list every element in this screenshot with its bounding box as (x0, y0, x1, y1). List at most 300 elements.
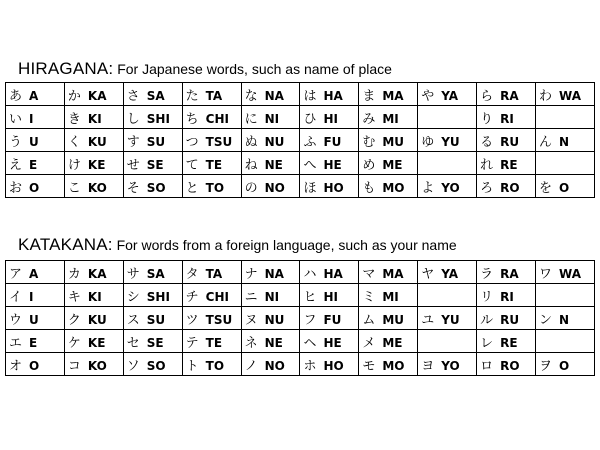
hiragana-kana-char: そ (126, 180, 140, 196)
hiragana-cell (241, 106, 300, 129)
katakana-romaji: NO (264, 358, 285, 373)
katakana-subtitle: For words from a foreign language, such as your name (112, 237, 457, 253)
katakana-row (6, 307, 595, 330)
hiragana-romaji: KI (87, 111, 102, 126)
hiragana-romaji: TA (205, 88, 223, 103)
katakana-kana-char: チ (185, 289, 199, 305)
katakana-romaji: ME (382, 335, 403, 350)
hiragana-cell (418, 175, 477, 198)
hiragana-subtitle: For Japanese words, such as name of place (113, 61, 392, 77)
katakana-kana-char: ユ (421, 312, 435, 328)
katakana-cell (536, 330, 595, 353)
katakana-cell (241, 330, 300, 353)
katakana-row (6, 284, 595, 307)
katakana-cell (64, 284, 123, 307)
katakana-romaji: SE (146, 335, 164, 350)
hiragana-cell (477, 175, 536, 198)
hiragana-romaji: A (29, 88, 39, 103)
katakana-kana-char: ケ (67, 335, 81, 351)
katakana-kana-char: ウ (9, 312, 23, 328)
katakana-row (6, 353, 595, 376)
katakana-kana-char: ワ (539, 266, 553, 282)
hiragana-romaji: HI (323, 111, 338, 126)
katakana-cell (241, 261, 300, 284)
katakana-cell (359, 353, 418, 376)
hiragana-romaji: SA (146, 88, 165, 103)
katakana-kana-char: ア (9, 266, 23, 282)
hiragana-romaji: KA (87, 88, 107, 103)
katakana-kana-char: ニ (244, 289, 258, 305)
hiragana-cell (182, 106, 241, 129)
hiragana-row (6, 106, 595, 129)
hiragana-romaji: ME (382, 157, 403, 172)
katakana-romaji: KO (87, 358, 107, 373)
katakana-kana-char: キ (67, 289, 81, 305)
katakana-romaji: CHI (205, 289, 229, 304)
katakana-kana-char: ス (126, 312, 140, 328)
katakana-cell (182, 330, 241, 353)
hiragana-kana-char: み (362, 111, 376, 127)
katakana-romaji: N (559, 312, 570, 327)
katakana-kana-char: メ (362, 335, 376, 351)
katakana-romaji: YO (441, 358, 460, 373)
hiragana-cell (123, 152, 182, 175)
katakana-cell (6, 330, 65, 353)
katakana-cell (418, 284, 477, 307)
hiragana-heading (18, 59, 392, 79)
katakana-kana-char: イ (9, 289, 23, 305)
hiragana-romaji: CHI (205, 111, 229, 126)
hiragana-cell (359, 152, 418, 175)
katakana-romaji: YA (441, 266, 459, 281)
katakana-cell (123, 330, 182, 353)
katakana-romaji: E (29, 335, 38, 350)
hiragana-cell (536, 129, 595, 152)
katakana-cell (536, 353, 595, 376)
katakana-romaji: FU (323, 312, 342, 327)
hiragana-cell (477, 152, 536, 175)
hiragana-romaji: I (29, 111, 34, 126)
hiragana-cell (182, 175, 241, 198)
katakana-kana-char: ル (480, 312, 494, 328)
hiragana-romaji: HO (323, 180, 344, 195)
katakana-kana-char: ヘ (303, 335, 317, 351)
hiragana-kana-char: り (480, 111, 494, 127)
katakana-kana-char: ヒ (303, 289, 317, 305)
hiragana-kana-char: た (185, 88, 199, 104)
katakana-romaji: KU (87, 312, 107, 327)
katakana-kana-char: ン (539, 312, 553, 328)
hiragana-cell (64, 152, 123, 175)
hiragana-romaji: TE (205, 157, 223, 172)
hiragana-romaji: HE (323, 157, 342, 172)
hiragana-romaji: E (29, 157, 38, 172)
katakana-cell (241, 353, 300, 376)
katakana-cell (418, 330, 477, 353)
hiragana-cell (536, 83, 595, 106)
hiragana-kana-char: わ (539, 88, 553, 104)
hiragana-kana-char: く (67, 134, 81, 150)
katakana-kana-char: ヲ (539, 358, 553, 374)
hiragana-romaji: KO (87, 180, 107, 195)
katakana-kana-char: レ (480, 335, 494, 351)
hiragana-romaji: MA (382, 88, 404, 103)
hiragana-romaji: NE (264, 157, 283, 172)
katakana-romaji: RI (500, 289, 514, 304)
hiragana-kana-char: ゆ (421, 134, 435, 150)
katakana-kana-char: ト (185, 358, 199, 374)
hiragana-cell (6, 129, 65, 152)
katakana-romaji: RE (500, 335, 518, 350)
katakana-cell (123, 284, 182, 307)
katakana-romaji: U (29, 312, 39, 327)
katakana-cell (536, 284, 595, 307)
hiragana-kana-char: つ (185, 134, 199, 150)
katakana-cell (359, 330, 418, 353)
hiragana-kana-char: ろ (480, 180, 494, 196)
hiragana-cell (477, 83, 536, 106)
katakana-heading (18, 235, 457, 255)
katakana-cell (6, 353, 65, 376)
katakana-romaji: KA (87, 266, 107, 281)
hiragana-cell (300, 83, 359, 106)
katakana-cell (300, 330, 359, 353)
katakana-cell (536, 307, 595, 330)
katakana-romaji: I (29, 289, 34, 304)
hiragana-kana-char: は (303, 88, 317, 104)
katakana-romaji: O (29, 358, 40, 373)
katakana-romaji: TSU (205, 312, 233, 327)
hiragana-cell (64, 175, 123, 198)
katakana-kana-char: タ (185, 266, 199, 282)
katakana-kana-char: ヨ (421, 358, 435, 374)
katakana-table (5, 260, 595, 376)
hiragana-kana-char: れ (480, 157, 494, 173)
katakana-kana-char: モ (362, 358, 376, 374)
hiragana-kana-char: よ (421, 180, 435, 196)
hiragana-romaji: YA (441, 88, 459, 103)
katakana-romaji: NA (264, 266, 284, 281)
katakana-kana-char: シ (126, 289, 140, 305)
hiragana-cell (182, 129, 241, 152)
katakana-kana-char: セ (126, 335, 140, 351)
hiragana-romaji: NO (264, 180, 285, 195)
hiragana-romaji: NI (264, 111, 280, 126)
hiragana-romaji: WA (559, 88, 581, 103)
katakana-kana-char: リ (480, 289, 494, 305)
hiragana-cell (300, 106, 359, 129)
hiragana-kana-char: い (9, 111, 23, 127)
katakana-kana-char: ノ (244, 358, 258, 374)
hiragana-kana-char: ま (362, 88, 376, 104)
katakana-cell (6, 284, 65, 307)
hiragana-kana-char: さ (126, 88, 140, 104)
hiragana-row (6, 129, 595, 152)
hiragana-cell (241, 175, 300, 198)
hiragana-cell (123, 83, 182, 106)
katakana-cell (477, 353, 536, 376)
katakana-romaji: RU (500, 312, 520, 327)
katakana-romaji: RA (500, 266, 519, 281)
katakana-cell (6, 261, 65, 284)
hiragana-kana-char: ぬ (244, 134, 258, 150)
hiragana-kana-char: を (539, 180, 553, 196)
katakana-cell (418, 261, 477, 284)
katakana-title: KATAKANA: (18, 235, 113, 254)
hiragana-romaji: NU (264, 134, 285, 149)
hiragana-romaji: RA (500, 88, 519, 103)
hiragana-kana-char: の (244, 180, 258, 196)
hiragana-romaji: HA (323, 88, 343, 103)
katakana-cell (123, 353, 182, 376)
hiragana-cell (359, 83, 418, 106)
katakana-romaji: SHI (146, 289, 170, 304)
hiragana-kana-char: む (362, 134, 376, 150)
hiragana-cell (418, 129, 477, 152)
hiragana-romaji: SO (146, 180, 166, 195)
katakana-romaji: SU (146, 312, 166, 327)
hiragana-kana-char: と (185, 180, 199, 196)
hiragana-cell (6, 152, 65, 175)
hiragana-cell (418, 152, 477, 175)
katakana-cell (64, 330, 123, 353)
katakana-cell (477, 284, 536, 307)
katakana-kana-char: テ (185, 335, 199, 351)
katakana-romaji: HA (323, 266, 343, 281)
katakana-cell (241, 284, 300, 307)
hiragana-romaji: MI (382, 111, 399, 126)
katakana-romaji: SA (146, 266, 165, 281)
katakana-cell (64, 353, 123, 376)
katakana-kana-char: ミ (362, 289, 376, 305)
hiragana-cell (182, 152, 241, 175)
hiragana-row (6, 152, 595, 175)
katakana-romaji: NU (264, 312, 285, 327)
hiragana-cell (6, 175, 65, 198)
katakana-kana-char: ネ (244, 335, 258, 351)
katakana-kana-char: カ (67, 266, 81, 282)
katakana-kana-char: ヤ (421, 266, 435, 282)
hiragana-kana-char: ら (480, 88, 494, 104)
katakana-cell (300, 261, 359, 284)
hiragana-kana-char: ん (539, 134, 553, 150)
katakana-cell (123, 307, 182, 330)
katakana-romaji: HO (323, 358, 344, 373)
hiragana-kana-char: へ (303, 157, 317, 173)
hiragana-romaji: MU (382, 134, 405, 149)
hiragana-cell (182, 83, 241, 106)
katakana-romaji: SO (146, 358, 166, 373)
hiragana-kana-char: け (67, 157, 81, 173)
hiragana-romaji: FU (323, 134, 342, 149)
katakana-cell (418, 353, 477, 376)
hiragana-kana-char: し (126, 111, 140, 127)
hiragana-table (5, 82, 595, 198)
hiragana-romaji: O (29, 180, 40, 195)
katakana-kana-char: ロ (480, 358, 494, 374)
hiragana-romaji: SHI (146, 111, 170, 126)
hiragana-romaji: RU (500, 134, 520, 149)
hiragana-kana-char: ち (185, 111, 199, 127)
hiragana-romaji: KU (87, 134, 107, 149)
hiragana-romaji: YO (441, 180, 460, 195)
katakana-cell (477, 307, 536, 330)
hiragana-romaji: MO (382, 180, 405, 195)
katakana-row (6, 261, 595, 284)
hiragana-cell (64, 106, 123, 129)
hiragana-cell (6, 106, 65, 129)
hiragana-romaji: RE (500, 157, 518, 172)
katakana-cell (359, 261, 418, 284)
katakana-romaji: NI (264, 289, 280, 304)
katakana-kana-char: ヌ (244, 312, 258, 328)
katakana-cell (123, 261, 182, 284)
hiragana-row (6, 83, 595, 106)
katakana-romaji: KE (87, 335, 106, 350)
katakana-romaji: NE (264, 335, 283, 350)
hiragana-kana-char: や (421, 88, 435, 104)
hiragana-cell (123, 106, 182, 129)
hiragana-row (6, 175, 595, 198)
katakana-kana-char: ラ (480, 266, 494, 282)
hiragana-romaji: NA (264, 88, 284, 103)
hiragana-kana-char: き (67, 111, 81, 127)
katakana-kana-char: ホ (303, 358, 317, 374)
hiragana-cell (300, 175, 359, 198)
hiragana-kana-char: に (244, 111, 258, 127)
katakana-kana-char: オ (9, 358, 23, 374)
hiragana-romaji: U (29, 134, 39, 149)
hiragana-romaji: TO (205, 180, 225, 195)
hiragana-kana-char: も (362, 180, 376, 196)
hiragana-cell (359, 129, 418, 152)
hiragana-romaji: RI (500, 111, 514, 126)
hiragana-cell (477, 129, 536, 152)
katakana-cell (64, 261, 123, 284)
hiragana-cell (64, 83, 123, 106)
katakana-cell (300, 284, 359, 307)
hiragana-cell (418, 106, 477, 129)
katakana-romaji: TO (205, 358, 225, 373)
katakana-kana-char: サ (126, 266, 140, 282)
hiragana-cell (123, 129, 182, 152)
hiragana-cell (359, 106, 418, 129)
katakana-row (6, 330, 595, 353)
katakana-cell (536, 261, 595, 284)
katakana-cell (300, 353, 359, 376)
katakana-romaji: MO (382, 358, 405, 373)
katakana-kana-char: ツ (185, 312, 199, 328)
katakana-cell (359, 284, 418, 307)
hiragana-kana-char: ね (244, 157, 258, 173)
hiragana-cell (6, 83, 65, 106)
hiragana-kana-char: な (244, 88, 258, 104)
katakana-cell (182, 261, 241, 284)
katakana-kana-char: コ (67, 358, 81, 374)
hiragana-cell (300, 152, 359, 175)
katakana-kana-char: エ (9, 335, 23, 351)
hiragana-kana-char: お (9, 180, 23, 196)
hiragana-cell (123, 175, 182, 198)
katakana-romaji: HE (323, 335, 342, 350)
katakana-romaji: WA (559, 266, 581, 281)
hiragana-kana-char: う (9, 134, 23, 150)
hiragana-cell (241, 83, 300, 106)
katakana-romaji: TE (205, 335, 223, 350)
katakana-cell (64, 307, 123, 330)
katakana-kana-char: ク (67, 312, 81, 328)
hiragana-kana-char: か (67, 88, 81, 104)
katakana-romaji: MA (382, 266, 404, 281)
hiragana-cell (241, 152, 300, 175)
hiragana-romaji: SU (146, 134, 166, 149)
hiragana-romaji: TSU (205, 134, 233, 149)
katakana-cell (241, 307, 300, 330)
katakana-romaji: MU (382, 312, 405, 327)
katakana-kana-char: マ (362, 266, 376, 282)
katakana-cell (359, 307, 418, 330)
katakana-kana-char: ナ (244, 266, 258, 282)
hiragana-cell (241, 129, 300, 152)
hiragana-kana-char: え (9, 157, 23, 173)
hiragana-kana-char: め (362, 157, 376, 173)
hiragana-title: HIRAGANA: (18, 59, 114, 78)
katakana-kana-char: フ (303, 312, 317, 328)
katakana-romaji: HI (323, 289, 338, 304)
katakana-cell (418, 307, 477, 330)
katakana-cell (6, 307, 65, 330)
katakana-cell (182, 284, 241, 307)
hiragana-cell (359, 175, 418, 198)
hiragana-cell (418, 83, 477, 106)
katakana-cell (477, 330, 536, 353)
hiragana-kana-char: あ (9, 88, 23, 104)
katakana-romaji: O (559, 358, 570, 373)
hiragana-romaji: N (559, 134, 570, 149)
katakana-kana-char: ソ (126, 358, 140, 374)
hiragana-cell (300, 129, 359, 152)
katakana-romaji: TA (205, 266, 223, 281)
katakana-romaji: YU (441, 312, 460, 327)
katakana-cell (300, 307, 359, 330)
katakana-kana-char: ハ (303, 266, 317, 282)
hiragana-kana-char: て (185, 157, 199, 173)
hiragana-cell (64, 129, 123, 152)
hiragana-kana-char: こ (67, 180, 81, 196)
hiragana-romaji: KE (87, 157, 106, 172)
hiragana-cell (536, 152, 595, 175)
hiragana-kana-char: ふ (303, 134, 317, 150)
katakana-romaji: KI (87, 289, 102, 304)
hiragana-kana-char: る (480, 134, 494, 150)
katakana-cell (182, 353, 241, 376)
hiragana-kana-char: ほ (303, 180, 317, 196)
hiragana-cell (536, 175, 595, 198)
hiragana-cell (536, 106, 595, 129)
hiragana-kana-char: ひ (303, 111, 317, 127)
katakana-romaji: MI (382, 289, 399, 304)
katakana-romaji: A (29, 266, 39, 281)
hiragana-romaji: O (559, 180, 570, 195)
hiragana-romaji: SE (146, 157, 164, 172)
hiragana-romaji: RO (500, 180, 520, 195)
hiragana-cell (477, 106, 536, 129)
katakana-romaji: RO (500, 358, 520, 373)
katakana-kana-char: ム (362, 312, 376, 328)
katakana-cell (477, 261, 536, 284)
hiragana-kana-char: せ (126, 157, 140, 173)
katakana-cell (182, 307, 241, 330)
